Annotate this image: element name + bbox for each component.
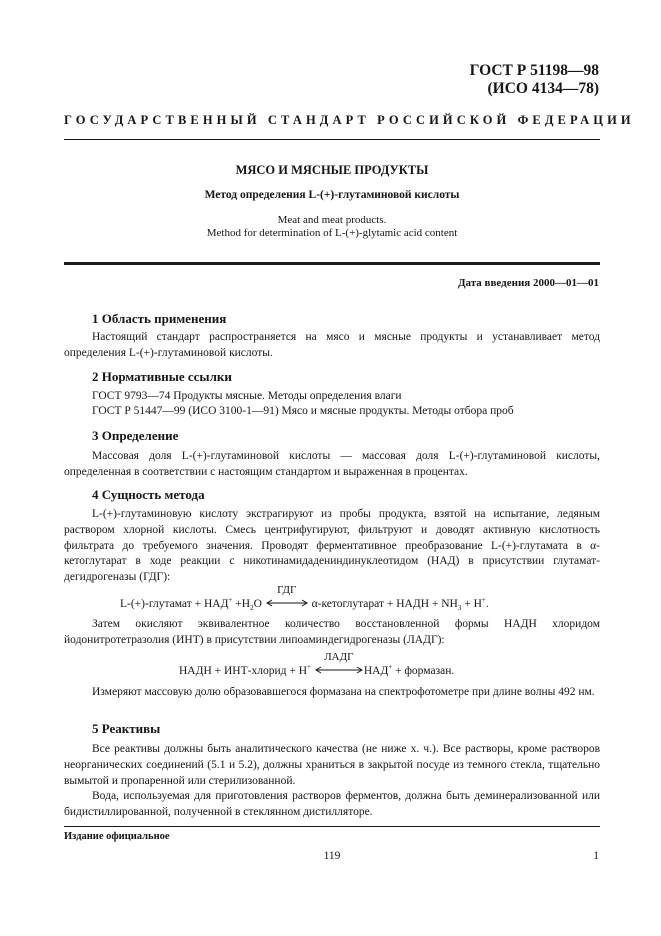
standard-designation [470,62,599,98]
method-title: Метод определения L-(+)-глутаминовой кислоты [204,189,460,201]
page-number-center: 119 [323,850,341,862]
section-5-heading: 5 Реактивы [92,721,161,736]
double-arrow-icon [314,666,364,674]
eq1-right-sup: + [481,596,486,604]
eq2-right-sup: + [388,663,393,671]
section-4-paragraph-1: L-(+)-глутаминовую кислоту экстрагируют из пробы продукта, взятой на испытание, ледяным раствором хлорной кислоты. Смесь центрифугируют, фильтруют и доводят активную кислотность фильтрата до требуемого значения. Проводят ферментативное преобразование L-(+)-глутамата в α-кетоглутарат в ходе реакции с никотинамидадениндинуклеотидом (НАД) в присутствии глутамат-дегидрогеназы (ГДГ): [64,508,600,584]
eq2-left-sup: + [307,663,311,671]
english-title-line2: Method for determination of L-(+)-glytamic acid content [206,227,458,239]
page-number-right: 1 [593,850,599,862]
section-3-text: Массовая доля L-(+)-глутаминовой кислоты — массовая доля L-(+)-глутаминовой кислоты, определенная в соответствии с настоящим стандартом и выраженная в процентах. [64,450,600,478]
effective-date: Дата введения 2000—01—01 [457,277,599,289]
eq2-right: НАД [363,664,389,677]
eq1-left: L-(+)-глутамат + НАД [120,597,229,610]
eq2-left: НАДН + ИНТ-хлорид + H [179,664,307,677]
footer-rule [64,826,600,827]
eq1-right: α-кетоглутарат + НАДН + NH [311,597,458,610]
reaction-equation-2 [179,651,455,677]
section-4-paragraph-2: Затем окисляют эквивалентное количество восстановленной формы НАДН хлоридом йодонитротетразолия (ИНТ) в присутствии липоаминдегидрогеназы (ЛАДГ): [64,618,600,646]
eq1-left-2: +H [232,597,251,610]
eq1-enzyme-label: ГДГ [277,584,297,597]
double-arrow-icon [265,599,309,607]
section-5-paragraph-1: Все реактивы должны быть аналитического качества (не ниже х. ч.). Все растворы, кроме растворов неорганических соединений (5.1 и 5.2), должны храниться в закрытой посуде из темного стекла, тщательно вымытой и пропаренной или стерилизованной. [64,743,600,787]
section-5-paragraph-2: Вода, используемая для приготовления растворов ферментов, должна быть деминерализованной или бидистиллированной, полученной в стеклянном дистилляторе. [64,790,600,818]
section-1-text: Настоящий стандарт распространяется на мясо и мясные продукты и устанавливает метод определения L-(+)-глутаминовой кислоты. [64,331,600,359]
section-4-paragraph-3: Измеряют массовую долю образовавшегося формазана на спектрофотометре при длине волны 492 нм. [92,686,595,698]
reference-2: ГОСТ Р 51447—99 (ИСО 3100-1—91) Мясо и мясные продукты. Методы отбора проб [92,405,514,417]
eq1-reversible-arrow [265,584,309,610]
iso-number: (ИСО 4134—78) [487,80,599,97]
document-title: МЯСО И МЯСНЫЕ ПРОДУКТЫ [235,163,429,177]
eq2-enzyme-label: ЛАДГ [324,651,354,664]
organization-title: ГОСУДАРСТВЕННЫЙ СТАНДАРТ РОССИЙСКОЙ ФЕДЕРАЦИИ [64,113,635,127]
section-2-heading: 2 Нормативные ссылки [92,369,232,384]
section-1-heading: 1 Область применения [92,311,227,326]
standard-number: ГОСТ Р 51198—98 [469,62,599,79]
eq1-left-sup: + [228,596,233,604]
eq1-right-2: + H [461,597,482,610]
reference-1: ГОСТ 9793—74 Продукты мясные. Методы определения влаги [92,390,402,402]
edition-label: Издание официальное [64,831,170,842]
eq1-right-3: . [485,597,489,610]
title-rule [64,262,600,265]
eq1-left-sub: 2 [250,604,254,613]
eq1-left-3: O [253,597,262,610]
section-4-heading: 4 Сущность метода [92,487,205,502]
eq2-reversible-arrow [314,651,364,677]
section-3-heading: 3 Определение [92,428,179,443]
eq1-right-sub: 3 [457,604,462,613]
reaction-equation-1 [120,584,489,613]
eq2-right-2: + формазан. [392,664,455,677]
english-title-line1: Meat and meat products. [277,214,387,226]
header-rule [64,139,600,140]
